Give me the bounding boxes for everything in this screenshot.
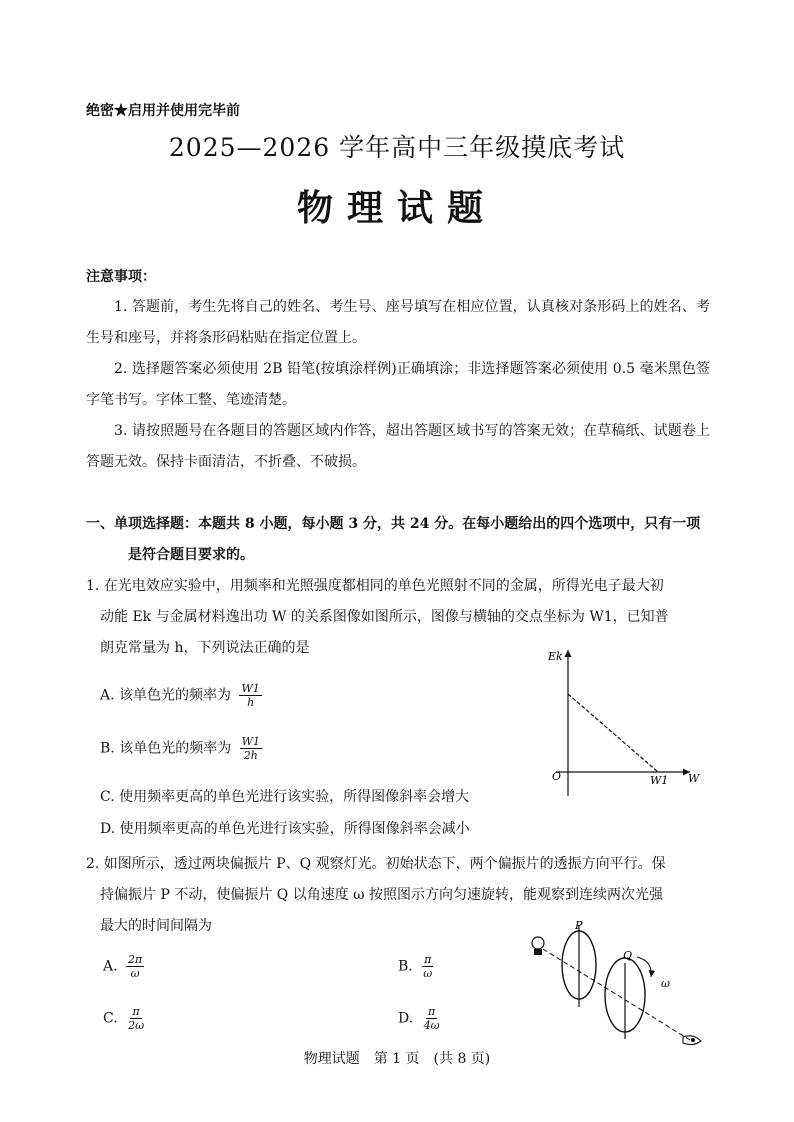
- graph-intercept: W1: [650, 774, 669, 787]
- q1-graph: [540, 644, 710, 804]
- light-path: [543, 949, 690, 1040]
- q2-option-c: [103, 1005, 146, 1032]
- notice-item-1: 1. 答题前，考生先将自己的姓名、考生号、座号填写在相应位置，认真核对条形码上的姓名、考生号和座号，并将条形码粘贴在指定位置上。: [86, 299, 710, 346]
- q2-option-b-den: ω: [423, 967, 433, 980]
- q1-option-a-text: A. 该单色光的频率为: [100, 687, 232, 704]
- q2-option-b-num: π: [424, 953, 432, 966]
- section-heading-line2: 是符合题目要求的。: [128, 547, 254, 563]
- q1-line3: 朗克常量为 h，下列说法正确的是: [100, 640, 310, 656]
- notice-item-2: 2. 选择题答案必须使用 2B 铅笔(按填涂样例)正确填涂；非选择题答案必须使用 0.5 毫米黑色签字笔书写。字体工整、笔迹清楚。: [86, 361, 710, 408]
- q2-option-c-num: π: [132, 1005, 140, 1018]
- q2-option-a-num: 2π: [128, 953, 143, 966]
- rotation-arrow-icon: [637, 957, 651, 977]
- q1-option-a-den: h: [247, 696, 255, 709]
- q1-option-b-den: 2h: [243, 749, 258, 762]
- polarizer-p: [562, 925, 596, 1007]
- q1-option-c: C. 使用频率更高的单色光进行该实验，所得图像斜率会增大: [100, 789, 470, 805]
- q2-figure: [525, 915, 715, 1055]
- polarizer-q: [605, 958, 645, 1039]
- q2-option-d-label: D.: [398, 1010, 414, 1027]
- q2-option-a-label: A.: [103, 958, 118, 975]
- graph-origin: O: [552, 770, 562, 783]
- q2-option-d-num: π: [428, 1005, 436, 1018]
- page-footer: 物理试题 第 1 页 (共 8 页): [303, 1051, 491, 1067]
- q2-option-a-den: ω: [130, 967, 140, 980]
- graph-y-label: Ek: [548, 650, 563, 663]
- subject-title: 物理试题: [296, 187, 497, 229]
- q2-option-b: [398, 953, 434, 980]
- q1-option-b-num: W1: [241, 735, 260, 748]
- q2-option-d: [398, 1005, 442, 1032]
- q2-line2: 持偏振片 P 不动，使偏振片 Q 以角速度 ω 按照图示方向匀速旋转，能观察到连续两次光强: [100, 887, 664, 903]
- section-heading: [86, 509, 710, 571]
- notice-item-3: 3. 请按照题号在各题目的答题区域内作答，超出答题区域书写的答案无效；在草稿纸、试题卷上答题无效。保持卡面清洁，不折叠、不破损。: [86, 423, 710, 470]
- label-omega: ω: [661, 977, 670, 990]
- q1-line1: 1. 在光电效应实验中，用频率和光照强度都相同的单色光照射不同的金属，所得光电子最大初: [86, 578, 664, 594]
- label-p: P: [575, 919, 583, 932]
- notice-heading: 注意事项：: [86, 269, 156, 285]
- q1-option-a: [100, 682, 262, 709]
- q1-line2: 动能 Ek 与金属材料逸出功 W 的关系图像如图所示，图像与横轴的交点坐标为 W1，已知普: [100, 609, 669, 625]
- q2-option-a: [103, 953, 144, 980]
- graph-line: [568, 694, 658, 772]
- lamp-icon: [532, 937, 544, 955]
- q2-option-c-label: C.: [103, 1010, 118, 1027]
- exam-title: 2025—2026 学年高中三年级摸底考试: [168, 133, 626, 162]
- graph-x-label: W: [688, 772, 700, 785]
- section-heading-line1: 一、单项选择题：本题共 8 小题，每小题 3 分，共 24 分。在每小题给出的四个选项中，只有一项: [86, 516, 701, 532]
- q2-option-c-den: 2ω: [128, 1019, 145, 1032]
- q1-option-a-num: W1: [241, 682, 260, 695]
- eye-icon: [683, 1036, 701, 1045]
- q2-option-b-label: B.: [398, 958, 413, 975]
- q2-line3: 最大的时间间隔为: [100, 918, 212, 934]
- q1-option-d: D. 使用频率更高的单色光进行该实验，所得图像斜率会减小: [100, 821, 470, 837]
- q1-option-b: [100, 735, 262, 762]
- q1-option-b-text: B. 该单色光的频率为: [100, 740, 232, 757]
- confidential-mark: 绝密★启用并使用完毕前: [86, 103, 240, 119]
- label-q: Q: [623, 949, 633, 962]
- q2-line1: 2. 如图所示，透过两块偏振片 P、Q 观察灯光。初始状态下，两个偏振片的透振方向平行。保: [86, 856, 666, 872]
- q2-option-d-den: 4ω: [423, 1019, 440, 1032]
